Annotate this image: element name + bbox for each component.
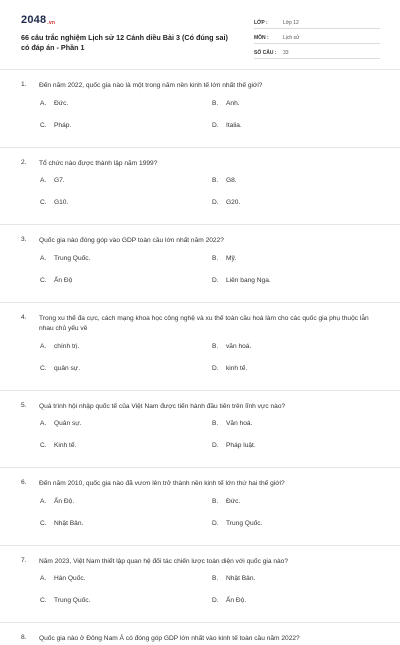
option-text: Pháp luật. — [226, 442, 256, 449]
answer-option-b[interactable] — [212, 420, 384, 442]
meta-info — [254, 16, 380, 61]
question-list — [0, 70, 400, 645]
option-text: quân sự. — [54, 364, 81, 372]
option-letter: A. — [40, 497, 47, 505]
option-letter: C. — [40, 597, 47, 604]
option-letter: A. — [40, 177, 47, 184]
answer-option-c[interactable] — [40, 597, 212, 619]
answer-option-d[interactable] — [212, 122, 384, 144]
option-text: kinh tế. — [226, 364, 248, 372]
answer-option-d[interactable] — [212, 520, 384, 542]
option-letter: B. — [212, 99, 219, 107]
option-letter: C. — [40, 121, 47, 129]
answer-option-d[interactable] — [212, 199, 384, 221]
option-letter: B. — [212, 420, 219, 427]
option-text: Nhật Bản. — [226, 575, 256, 582]
option-letter: D. — [212, 121, 219, 129]
page-header — [0, 0, 400, 70]
option-letter: D. — [212, 442, 219, 449]
option-letter: C. — [40, 199, 47, 206]
meta-label: LỚP : — [254, 20, 268, 26]
meta-value: Lớp 12 — [283, 20, 299, 26]
option-letter: C. — [40, 364, 47, 372]
question-item — [0, 468, 400, 546]
option-letter: B. — [212, 177, 219, 184]
question-text: Quá trình hội nhập quốc tế của Việt Nam được tiến hành đầu tiên trên lĩnh vực nào? — [39, 402, 286, 410]
answer-option-b[interactable] — [212, 255, 384, 277]
question-number: 2. — [21, 158, 27, 166]
option-text: Ấn Độ. — [226, 597, 247, 604]
question-number: 6. — [21, 479, 27, 486]
answer-option-d[interactable] — [212, 277, 384, 299]
answer-options — [0, 567, 400, 619]
answer-option-c[interactable] — [40, 442, 212, 464]
question-item — [0, 303, 400, 391]
logo-text: 2048 — [21, 14, 47, 26]
question-number: 4. — [21, 313, 27, 321]
meta-value: 33 — [283, 50, 289, 56]
meta-row-subject — [254, 31, 380, 44]
question-number: 3. — [21, 236, 27, 243]
question-item — [0, 391, 400, 469]
answer-options — [0, 92, 400, 144]
document-title: 66 câu trắc nghiệm Lịch sử 12 Cánh diều Bài 3 (Có đúng sai) có đáp án - Phần 1 — [21, 33, 228, 52]
question-item — [0, 70, 400, 148]
option-letter: A. — [40, 342, 47, 350]
question-number: 7. — [21, 556, 27, 564]
answer-option-c[interactable] — [40, 199, 212, 221]
question-number: 8. — [21, 634, 27, 641]
option-letter: B. — [212, 254, 219, 262]
question-item — [0, 546, 400, 624]
option-letter: D. — [212, 519, 219, 527]
question-number: 5. — [21, 401, 27, 409]
question-text: Năm 2023, Việt Nam thiết lập quan hệ đối tác chiến lược toàn diện với quốc gia nào? — [39, 557, 289, 565]
question-item — [0, 623, 400, 645]
answer-option-d[interactable] — [212, 365, 384, 387]
option-letter: D. — [212, 364, 219, 372]
option-text: G10. — [54, 199, 69, 206]
option-text: Trung Quốc. — [54, 254, 91, 262]
question-number: 1. — [21, 81, 27, 88]
option-letter: B. — [212, 575, 219, 582]
answer-options — [0, 169, 400, 221]
answer-option-c[interactable] — [40, 365, 212, 387]
answer-options — [0, 412, 400, 464]
answer-option-b[interactable] — [212, 100, 384, 122]
option-text: G20. — [226, 199, 241, 206]
meta-label: MÔN : — [254, 35, 269, 41]
question-text: Tổ chức nào được thành lập năm 1999? — [39, 159, 158, 167]
option-text: Mỹ. — [226, 254, 237, 262]
answer-option-b[interactable] — [212, 498, 384, 520]
option-letter: A. — [40, 575, 47, 582]
answer-option-a[interactable] — [40, 100, 212, 122]
question-item — [0, 225, 400, 303]
option-text: Liên bang Nga. — [226, 276, 271, 284]
question-text: Quốc gia nào ở Đông Nam Á có đóng góp GDP lớn nhất vào kinh tế toàn cầu năm 2022? — [39, 635, 300, 642]
meta-row-class — [254, 16, 380, 29]
option-letter: A. — [40, 420, 47, 427]
answer-option-a[interactable] — [40, 255, 212, 277]
option-text: G7. — [54, 177, 65, 184]
question-text: Đến năm 2010, quốc gia nào đã vươn lên trở thành nền kinh tế lớn thứ hai thế giới? — [39, 480, 285, 487]
question-text: Quốc gia nào đóng góp vào GDP toàn cầu lớn nhất năm 2022? — [39, 237, 224, 244]
option-text: văn hoá. — [226, 342, 252, 350]
answer-option-d[interactable] — [212, 597, 384, 619]
answer-option-c[interactable] — [40, 122, 212, 144]
answer-option-a[interactable] — [40, 343, 212, 365]
option-letter: D. — [212, 276, 219, 284]
option-letter: D. — [212, 199, 219, 206]
answer-option-c[interactable] — [40, 277, 212, 299]
option-letter: B. — [212, 497, 219, 505]
logo-suffix: .vn — [47, 20, 56, 26]
option-text: Nhật Bản. — [54, 519, 84, 527]
option-text: Đức. — [226, 497, 241, 505]
site-logo[interactable] — [21, 14, 55, 26]
option-letter: A. — [40, 99, 47, 107]
question-text: Đến năm 2022, quốc gia nào là một trong năm nền kinh tế lớn nhất thế giới? — [39, 82, 263, 89]
option-letter: C. — [40, 442, 47, 449]
option-text: G8. — [226, 177, 237, 184]
option-letter: D. — [212, 597, 219, 604]
answer-option-d[interactable] — [212, 442, 384, 464]
option-text: Kinh tế. — [54, 442, 77, 449]
option-text: Hàn Quốc. — [54, 575, 86, 582]
meta-label: SỐ CÂU : — [254, 50, 277, 56]
option-letter: C. — [40, 519, 47, 527]
question-text: Trong xu thế đa cực, cách mạng khoa học công nghệ và xu thế toàn cầu hoá làm cho các quốc gia phụ thuộc lẫn nhau chủ yếu về — [39, 314, 369, 332]
answer-option-a[interactable] — [40, 177, 212, 199]
option-text: Ấn Độ — [54, 276, 73, 284]
answer-options — [0, 247, 400, 299]
option-text: Đức. — [54, 99, 69, 107]
option-text: chính trị. — [54, 342, 80, 350]
option-text: Quân sự. — [54, 420, 82, 427]
answer-option-a[interactable] — [40, 420, 212, 442]
meta-row-count — [254, 46, 380, 59]
answer-options — [0, 490, 400, 542]
option-text: Italia. — [226, 121, 242, 129]
option-text: Anh. — [226, 99, 240, 107]
answer-option-b[interactable] — [212, 177, 384, 199]
option-text: Trung Quốc. — [54, 597, 91, 604]
answer-option-b[interactable] — [212, 343, 384, 365]
answer-option-b[interactable] — [212, 575, 384, 597]
meta-value: Lịch sử — [283, 35, 300, 41]
option-letter: C. — [40, 276, 47, 284]
answer-option-a[interactable] — [40, 498, 212, 520]
option-text: Pháp. — [54, 121, 72, 129]
option-text: Trung Quốc. — [226, 519, 263, 527]
answer-option-c[interactable] — [40, 520, 212, 542]
answer-option-a[interactable] — [40, 575, 212, 597]
question-item — [0, 148, 400, 226]
option-text: Ấn Độ. — [54, 497, 75, 505]
option-text: Văn hoá. — [226, 420, 253, 427]
option-letter: A. — [40, 254, 47, 262]
option-letter: B. — [212, 342, 219, 350]
answer-options — [0, 335, 400, 387]
